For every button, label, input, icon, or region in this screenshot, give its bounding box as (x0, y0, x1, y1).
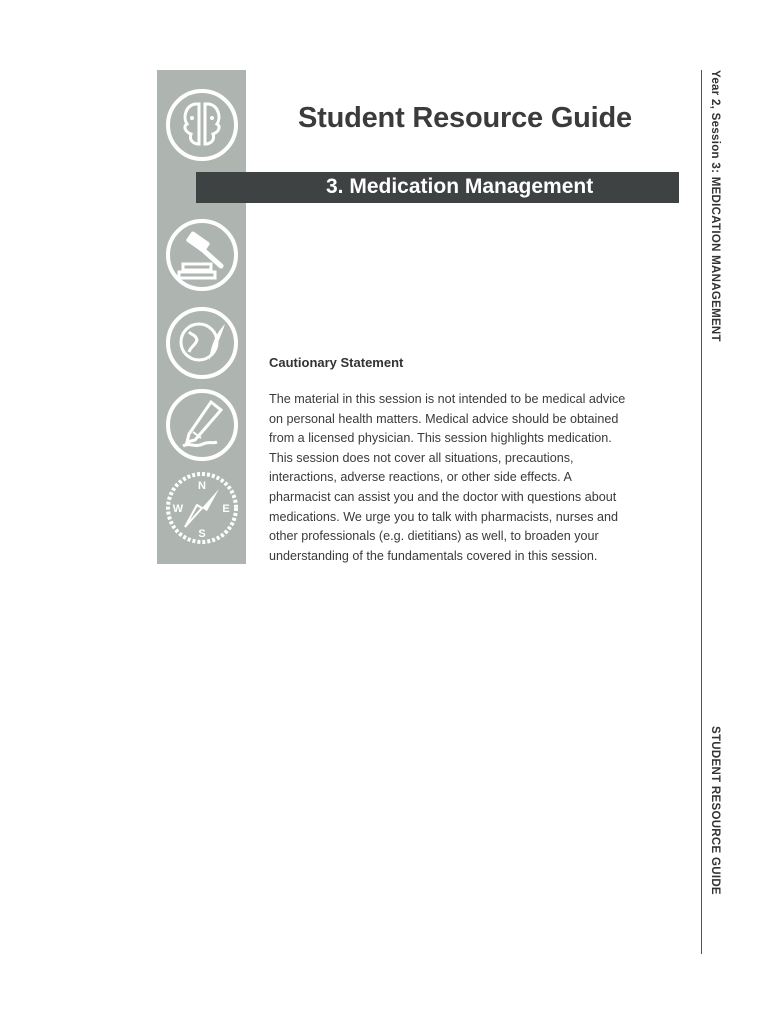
compass-east-label: E (222, 503, 230, 515)
caution-line: The material in this session is not intended to be medical advice (269, 392, 626, 406)
running-header-guide: STUDENT RESOURCE GUIDE (709, 726, 721, 895)
caution-line: medications. We urge you to talk with pharmacists, nurses and (269, 509, 619, 524)
caution-line: on personal health matters. Medical advice should be obtained (269, 411, 619, 426)
section-title: 3. Medication Management (326, 175, 594, 198)
globe-icon (165, 306, 239, 380)
section-header-bar (196, 172, 679, 203)
compass-icon (165, 471, 239, 545)
page-title: Student Resource Guide (298, 102, 632, 134)
caution-line: from a licensed physician. This session highlights medication. (269, 431, 612, 446)
compass-south-label: S (198, 528, 206, 540)
caution-line: pharmacist can assist you and the doctor with questions about (269, 489, 617, 504)
gavel-icon (165, 218, 239, 292)
running-header-session: Year 2, Session 3: MEDICATION MANAGEMENT (709, 70, 721, 342)
caution-line: This session does not cover all situations, precautions, (269, 450, 574, 465)
compass-west-label: W (172, 503, 184, 515)
pen-icon (165, 388, 239, 462)
caution-line: understanding of the fundamentals covered in this session. (269, 548, 598, 563)
caution-heading: Cautionary Statement (269, 355, 404, 370)
caution-paragraph (269, 390, 669, 566)
compass-north-label: N (198, 480, 206, 492)
caution-line: interactions, adverse reactions, or other side effects. A (269, 470, 572, 485)
faces-icon (165, 88, 239, 162)
caution-line: other professionals (e.g. dietitians) as well, to broaden your (269, 529, 599, 544)
margin-divider (701, 70, 702, 954)
